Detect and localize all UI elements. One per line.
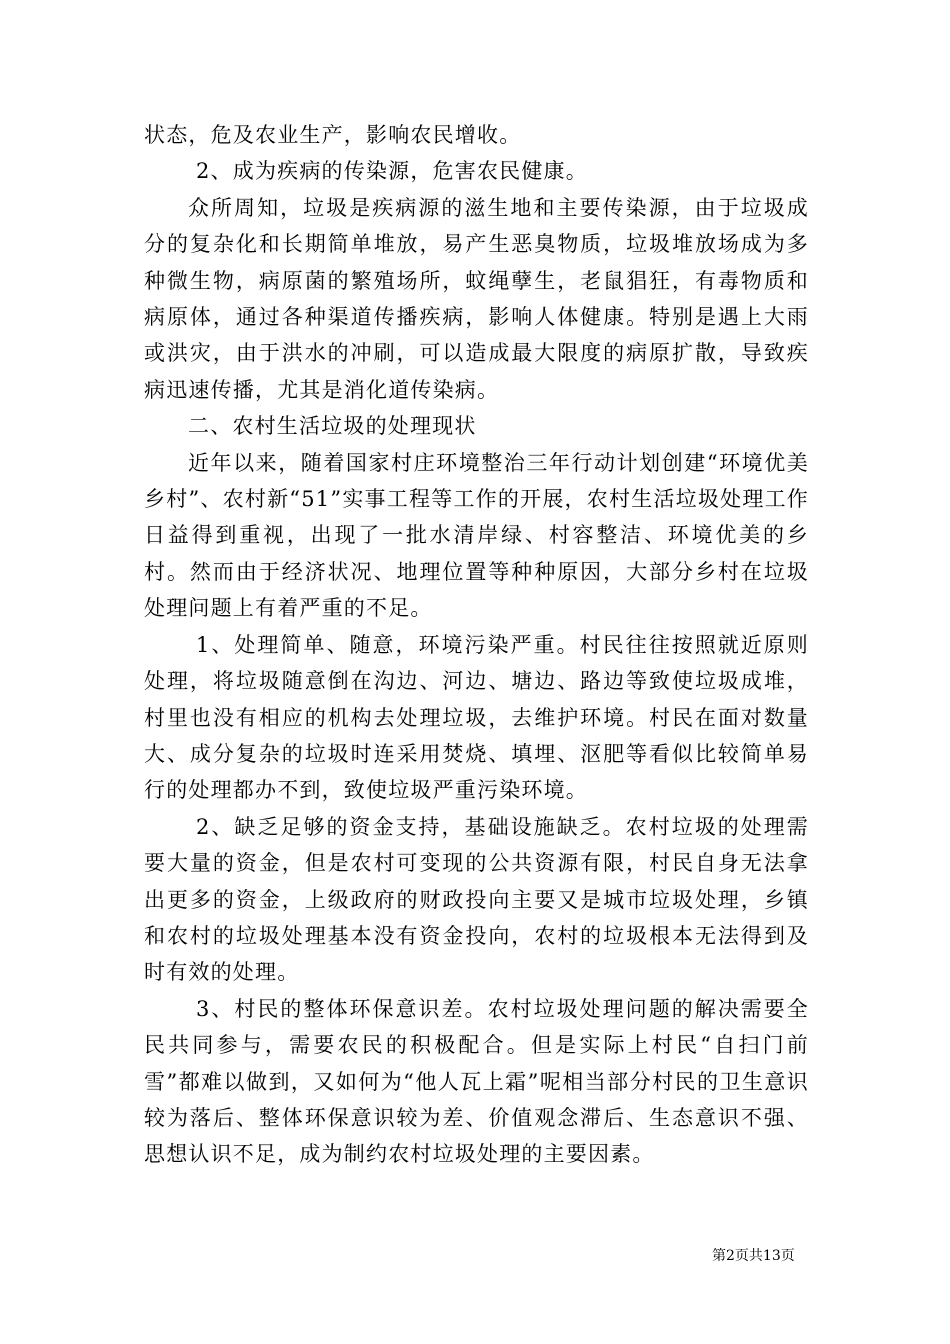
paragraph-continuation: 状态，危及农业生产，影响农民增收。 xyxy=(144,123,522,147)
paragraph-disease: 众所周知，垃圾是疾病源的滋生地和主要传染源，由于垃圾成分的复杂化和长期简单堆放，易产生恶臭物质，垃圾堆放场成为多种微生物，病原菌的繁殖场所，蚊绳孽生，老鼠猖狂，有毒物质和病原体，通过各种渠道传播疾病，影响人体健康。特别是遇上大雨或洪灾，由于洪水的冲刷，可以造成最大限度的病原扩散，导致疾病迅速传播，尤其是消化道传染病。 xyxy=(144,195,809,402)
page-number: 第2页共13页 xyxy=(712,1248,795,1264)
section-heading-status: 二、农村生活垃圾的处理现状 xyxy=(188,414,477,439)
document-body xyxy=(144,117,809,1173)
paragraph-point-1: 1、处理简单、随意，环境污染严重。村民往往按照就近原则处理，将垃圾随意倒在沟边、河边、塘边、路边等致使垃圾成堆，村里也没有相应的机构去处理垃圾，去维护环境。村民在面对数量大、成分复杂的垃圾时连采用焚烧、填埋、沤肥等看似比较简单易行的处理都办不到，致使垃圾严重污染环境。 xyxy=(144,632,809,803)
paragraph-recent-years: 近年以来，随着国家村庄环境整治三年行动计划创建“环境优美乡村”、农村新“51”实事工程等工作的开展，农村生活垃圾处理工作日益得到重视，出现了一批水清岸绿、村容整洁、环境优美的乡村。然而由于经济状况、地理位置等种种原因，大部分乡村在垃圾处理问题上有着严重的不足。 xyxy=(144,450,809,621)
paragraph-point-3: 3、村民的整体环保意识差。农村垃圾处理问题的解决需要全民共同参与，需要农民的积极配合。但是实际上村民“自扫门前雪”都难以做到，又如何为“他人瓦上霜”呢相当部分村民的卫生意识较为落后、整体环保意识较为差、价值观念滞后、生态意识不强、思想认识不足，成为制约农村垃圾处理的主要因素。 xyxy=(144,996,809,1167)
paragraph-point-2: 2、缺乏足够的资金支持，基础设施缺乏。农村垃圾的处理需要大量的资金，但是农村可变现的公共资源有限，村民自身无法拿出更多的资金，上级政府的财政投向主要又是城市垃圾处理，乡镇和农村的垃圾处理基本没有资金投向，农村的垃圾根本无法得到及时有效的处理。 xyxy=(144,814,809,985)
subheading-disease-source: 2、成为疾病的传染源，危害农民健康。 xyxy=(196,159,588,184)
